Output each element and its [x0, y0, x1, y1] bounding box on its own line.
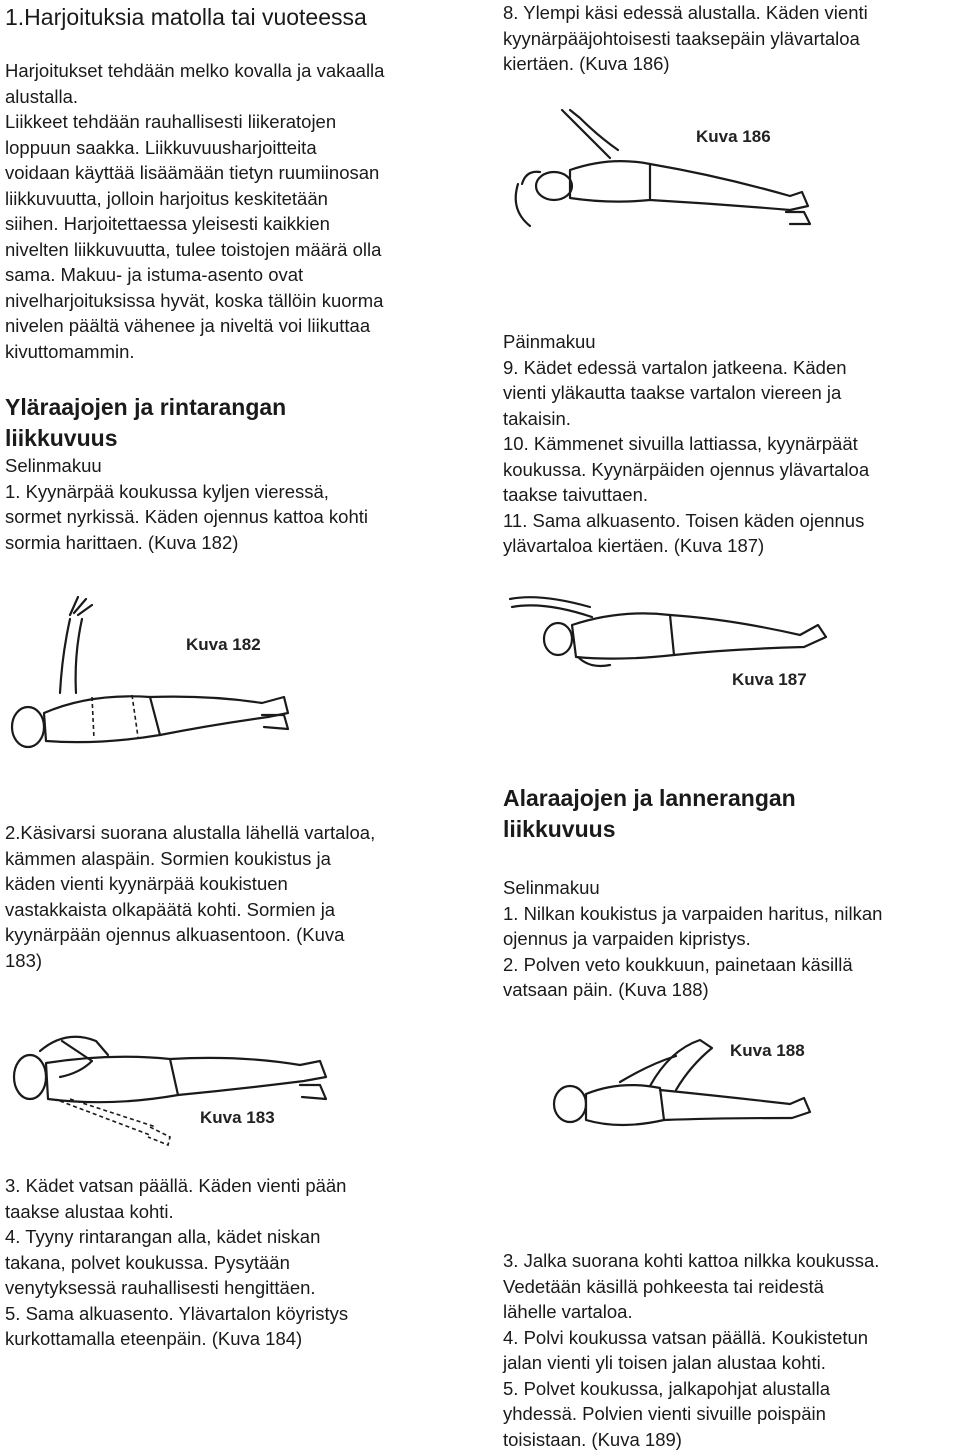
lower-exercises-3-5-text [503, 1248, 958, 1452]
exercise-line: 2. Polven veto koukkuun, painetaan käsillä [503, 952, 958, 978]
exercise-line: 1. Kyynärpää koukussa kyljen vieressä, [5, 479, 475, 505]
torso [586, 1085, 664, 1125]
legs [650, 164, 808, 210]
figure-182 [0, 585, 290, 760]
head [12, 707, 44, 747]
intro-line: siihen. Harjoitettaessa yleisesti kaikkien [5, 211, 475, 237]
figure-183 [0, 1015, 330, 1150]
exercise-line: 3. Jalka suorana kohti kattoa nilkka koukussa. [503, 1248, 958, 1274]
section-title-line: Yläraajojen ja rintarangan [5, 392, 286, 423]
exercise-line: 4. Tyyny rintarangan alla, kädet niskan [5, 1224, 475, 1250]
exercise-line: 2.Käsivarsi suorana alustalla lähellä vartaloa, [5, 820, 475, 846]
raised-arm [562, 110, 618, 158]
intro-paragraph [5, 58, 475, 364]
position-label: Selinmakuu [5, 453, 475, 479]
exercise-line: 5. Polvet koukussa, jalkapohjat alustalla [503, 1376, 958, 1402]
figure-188 [500, 1020, 830, 1145]
intro-line: nivelharjoituksissa hyvät, koska tällöin kuorma [5, 288, 475, 314]
intro-line: voidaan käyttää lisäämään tietyn ruumiinosan [5, 160, 475, 186]
position-label: Selinmakuu [503, 875, 958, 901]
exercise-line: kyynärpääjohtoisesti taaksepäin ylävartaloa [503, 26, 958, 52]
exercise-line: kämmen alaspäin. Sormien koukistus ja [5, 846, 475, 872]
exercise-line: vienti yläkautta taakse vartalon viereen ja [503, 380, 958, 406]
legs [670, 615, 826, 655]
exercise-line: sormet nyrkissä. Käden ojennus kattoa kohti [5, 504, 475, 530]
exercise-line: vatsaan päin. (Kuva 188) [503, 977, 958, 1003]
straight-leg [660, 1090, 810, 1120]
exercise-line: käden vienti kyynärpää koukistuen [5, 871, 475, 897]
extended-arm [510, 597, 592, 617]
arm-behind-head [516, 172, 540, 226]
exercise-line: 183) [5, 948, 475, 974]
legs [170, 1058, 326, 1095]
bent-knee [650, 1040, 712, 1090]
exercise-line: vastakkaista olkapäätä kohti. Sormien ja [5, 897, 475, 923]
exercise-line: ylävartaloa kiertäen. (Kuva 187) [503, 533, 958, 559]
figure-187 [500, 585, 830, 705]
head [536, 172, 572, 200]
figure-186-illustration [500, 100, 820, 240]
figure-183-illustration [0, 1015, 330, 1150]
hands-on-knee [620, 1056, 676, 1082]
head [544, 623, 572, 655]
exercise-line: kyynärpään ojennus alkuasentoon. (Kuva [5, 922, 475, 948]
exercise-line: 9. Kädet edessä vartalon jatkeena. Käden [503, 355, 958, 381]
intro-line: nivelten liikkuvuutta, tulee toistojen määrä olla [5, 237, 475, 263]
intro-line: Liikkeet tehdään rauhallisesti liikeratojen [5, 109, 475, 135]
head [554, 1086, 586, 1122]
exercise-line: 5. Sama alkuasento. Ylävartalon köyristys [5, 1301, 475, 1327]
position-label: Päinmakuu [503, 329, 958, 355]
exercise-line: koukussa. Kyynärpäiden ojennus ylävartaloa [503, 457, 958, 483]
exercise-line: venytyksessä rauhallisesti hengittäen. [5, 1275, 475, 1301]
figure-182-caption: Kuva 182 [186, 635, 261, 654]
intro-line: nivelen päältä vähenee ja niveltä voi liikuttaa [5, 313, 475, 339]
exercise-line: toisistaan. (Kuva 189) [503, 1427, 958, 1452]
exercise-1-text [5, 453, 475, 555]
prone-exercises-text [503, 329, 958, 559]
intro-line: loppuun saakka. Liikkuvuusharjoitteita [5, 135, 475, 161]
lower-exercises-1-2-text [503, 875, 958, 1003]
exercise-line: lähelle vartaloa. [503, 1299, 958, 1325]
head [14, 1055, 46, 1099]
figure-187-illustration [500, 585, 830, 705]
exercise-line: 11. Sama alkuasento. Toisen käden ojennus [503, 508, 958, 534]
exercise-8-text [503, 0, 958, 77]
intro-line: kivuttomammin. [5, 339, 475, 365]
figure-182-illustration [0, 585, 290, 760]
exercise-line: jalan vienti yli toisen jalan alustaa kohti. [503, 1350, 958, 1376]
figure-188-illustration [500, 1020, 830, 1145]
intro-line: sama. Makuu- ja istuma-asento ovat [5, 262, 475, 288]
exercise-line: kiertäen. (Kuva 186) [503, 51, 958, 77]
figure-186-caption: Kuva 186 [696, 127, 771, 146]
exercise-line: 10. Kämmenet sivuilla lattiassa, kyynärpäät [503, 431, 958, 457]
exercise-line: 1. Nilkan koukistus ja varpaiden haritus, nilkan [503, 901, 958, 927]
figure-188-caption: Kuva 188 [730, 1041, 805, 1060]
exercise-2-text [5, 820, 475, 973]
exercise-line: sormia harittaen. (Kuva 182) [5, 530, 475, 556]
exercise-line: takaisin. [503, 406, 958, 432]
section-title-line: liikkuvuus [503, 814, 796, 845]
exercise-line: ojennus ja varpaiden kipristys. [503, 926, 958, 952]
torso [572, 613, 674, 658]
exercise-line: 4. Polvi koukussa vatsan päällä. Koukistetun [503, 1325, 958, 1351]
exercise-line: takana, polvet koukussa. Pysytään [5, 1250, 475, 1276]
torso [44, 696, 160, 742]
page-heading: 1.Harjoituksia matolla tai vuoteessa [5, 3, 367, 31]
section-title-upper [5, 392, 286, 454]
section-title-line: Alaraajojen ja lannerangan [503, 783, 796, 814]
exercise-line: 3. Kädet vatsan päällä. Käden vienti pään [5, 1173, 475, 1199]
arm-start-position [60, 1099, 170, 1145]
figure-187-caption: Kuva 187 [732, 670, 807, 689]
figure-183-caption: Kuva 183 [200, 1108, 275, 1127]
intro-line: liikkuvuutta, jolloin harjoitus keskitetään [5, 186, 475, 212]
exercise-line: taakse alustaa kohti. [5, 1199, 475, 1225]
exercise-line: kurkottamalla eteenpäin. (Kuva 184) [5, 1326, 475, 1352]
exercises-3-5-text [5, 1173, 475, 1352]
intro-line: Harjoitukset tehdään melko kovalla ja vakaalla [5, 58, 475, 84]
exercise-line: Vedetään käsillä pohkeesta tai reidestä [503, 1274, 958, 1300]
exercise-line: 8. Ylempi käsi edessä alustalla. Käden vienti [503, 0, 958, 26]
exercise-line: taakse taivuttaen. [503, 482, 958, 508]
torso [46, 1057, 178, 1102]
figure-186 [500, 100, 820, 240]
section-title-line: liikkuvuus [5, 423, 286, 454]
exercise-line: yhdessä. Polvien vienti sivuille poispäin [503, 1401, 958, 1427]
torso [570, 161, 650, 202]
section-title-lower [503, 783, 796, 845]
intro-line: alustalla. [5, 84, 475, 110]
